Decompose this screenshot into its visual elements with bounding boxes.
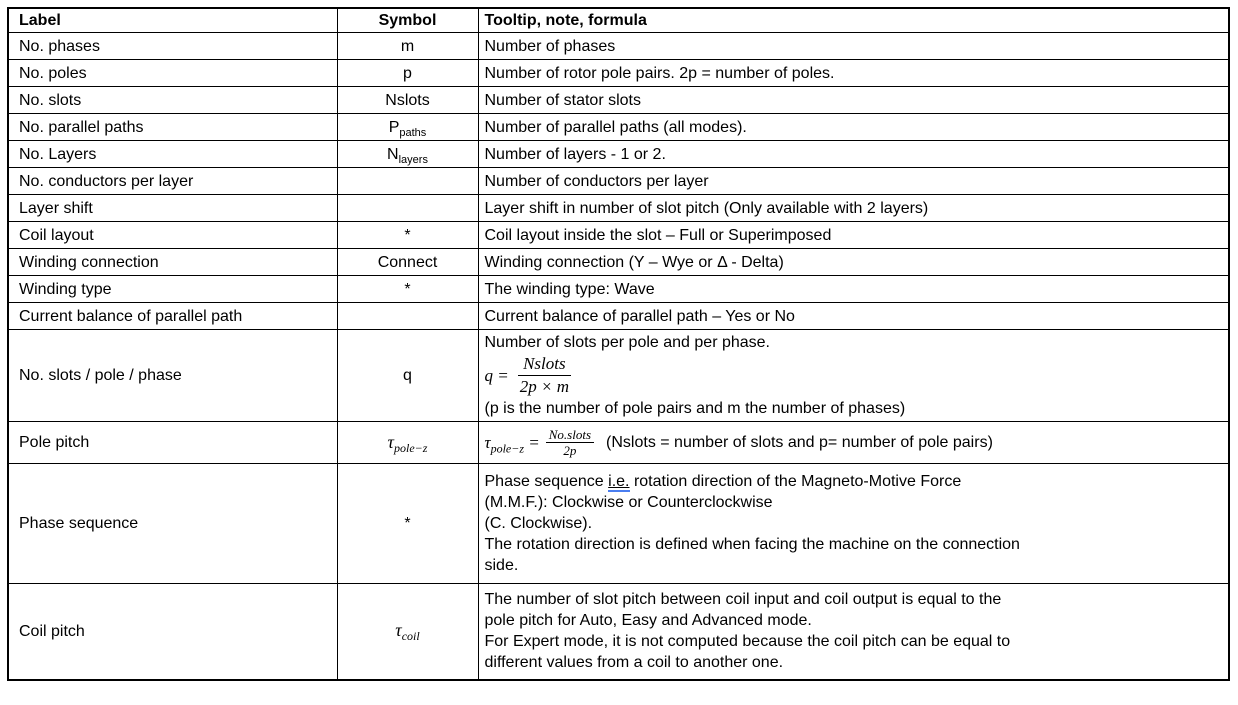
symbol-subscript: paths [399, 126, 427, 139]
table-row [8, 330, 1229, 422]
row-label: No. Layers [8, 141, 337, 168]
tau-symbol: τ [395, 620, 402, 641]
tooltip-text: (M.M.F.): Clockwise or Counterclockwise [484, 494, 773, 511]
tooltip-cell [478, 422, 1229, 464]
tooltip-cell: Number of phases [478, 33, 1229, 60]
row-label: Current balance of parallel path [8, 303, 337, 330]
table-row [8, 60, 1229, 87]
table-row [8, 87, 1229, 114]
tooltip-text: (p is the number of pole pairs and m the number of phases) [484, 400, 906, 417]
tooltip-text: different values from a coil to another one. [484, 654, 784, 672]
table-row [8, 249, 1229, 276]
symbol-subscript: layers [398, 153, 428, 166]
table-row [8, 276, 1229, 303]
symbol-cell [337, 303, 478, 330]
tooltip-text: (Nslots = number of slots and p= number of pole pairs) [606, 434, 993, 451]
fraction-numerator: Nslots [518, 354, 571, 376]
q-formula [485, 353, 1223, 398]
tau-symbol: τ [387, 431, 394, 452]
tooltip-cell [478, 330, 1229, 422]
table-row [8, 33, 1229, 60]
tooltip-text: The rotation direction is defined when facing the machine on the connection [484, 536, 1020, 553]
table-row [8, 584, 1229, 680]
symbol-cell: Connect [337, 249, 478, 276]
symbol-cell: * [337, 464, 478, 584]
row-label: No. phases [8, 33, 337, 60]
tooltip-text: Phase sequence i.e. rotation direction of the Magneto-Motive Force [484, 473, 962, 490]
fraction-denominator: 2p × m [519, 377, 569, 396]
symbol-cell [337, 114, 478, 141]
tooltip-cell [478, 584, 1229, 680]
tooltip-cell: Number of conductors per layer [478, 168, 1229, 195]
tooltip-cell: Coil layout inside the slot – Full or Superimposed [478, 222, 1229, 249]
tooltip-text: The number of slot pitch between coil input and coil output is equal to the [484, 591, 1002, 609]
row-label: No. parallel paths [8, 114, 337, 141]
row-label: Coil layout [8, 222, 337, 249]
table-row [8, 422, 1229, 464]
symbol-cell [337, 141, 478, 168]
table-row [8, 464, 1229, 584]
tooltip-cell: Number of stator slots [478, 87, 1229, 114]
row-label: No. slots [8, 87, 337, 114]
fraction [515, 354, 574, 397]
row-label: Coil pitch [8, 584, 337, 680]
fraction-numerator: No.slots [546, 427, 594, 443]
symbol-cell: Nslots [337, 87, 478, 114]
row-label: Pole pitch [8, 422, 337, 464]
row-label: No. slots / pole / phase [8, 330, 337, 422]
row-label: Phase sequence [8, 464, 337, 584]
table-row [8, 222, 1229, 249]
tooltip-text: pole pitch for Auto, Easy and Advanced mode. [484, 612, 812, 630]
formula-lhs: q = [484, 366, 509, 385]
symbol-cell: * [337, 222, 478, 249]
row-label: Layer shift [8, 195, 337, 222]
tooltip-text: (C. Clockwise). [484, 515, 593, 532]
fraction-denominator: 2p [563, 443, 577, 458]
symbol-cell [337, 168, 478, 195]
tooltip-text: For Expert mode, it is not computed because the coil pitch can be equal to [484, 633, 1011, 651]
table-row [8, 141, 1229, 168]
symbol-base: N [387, 145, 399, 163]
tooltip-cell: Number of layers - 1 or 2. [478, 141, 1229, 168]
symbol-cell [337, 584, 478, 680]
tooltip-cell: Winding connection (Y – Wye or Δ - Delta) [478, 249, 1229, 276]
pole-pitch-formula [485, 426, 1223, 459]
tau-subscript: coil [401, 629, 420, 644]
table-row [8, 303, 1229, 330]
header-row [8, 8, 1229, 33]
winding-parameters-table [7, 7, 1230, 681]
symbol-cell [337, 195, 478, 222]
tooltip-cell: Layer shift in number of slot pitch (Only available with 2 layers) [478, 195, 1229, 222]
row-label: Winding type [8, 276, 337, 303]
symbol-base: P [388, 118, 400, 136]
ie-marked-text: i.e. [608, 473, 630, 490]
tooltip-text: side. [484, 557, 519, 574]
table-row [8, 168, 1229, 195]
table-row [8, 114, 1229, 141]
symbol-cell: m [337, 33, 478, 60]
tooltip-cell [478, 464, 1229, 584]
column-header-label: Label [8, 8, 337, 33]
column-header-symbol: Symbol [337, 8, 478, 33]
tau-subscript: pole−z [394, 440, 428, 455]
symbol-cell: p [337, 60, 478, 87]
tooltip-cell: Number of parallel paths (all modes). [478, 114, 1229, 141]
tooltip-cell: Number of rotor pole pairs. 2p = number of poles. [478, 60, 1229, 87]
column-header-tooltip: Tooltip, note, formula [478, 8, 1229, 33]
tooltip-cell: Current balance of parallel path – Yes or No [478, 303, 1229, 330]
row-label: Winding connection [8, 249, 337, 276]
tooltip-text: Number of slots per pole and per phase. [484, 334, 770, 351]
symbol-cell: q [337, 330, 478, 422]
tooltip-cell: The winding type: Wave [478, 276, 1229, 303]
row-label: No. conductors per layer [8, 168, 337, 195]
symbol-cell [337, 422, 478, 464]
row-label: No. poles [8, 60, 337, 87]
fraction [546, 427, 594, 458]
symbol-cell: * [337, 276, 478, 303]
formula-lhs: $\tau_{pole-z}$ = [484, 433, 540, 456]
table-row [8, 195, 1229, 222]
